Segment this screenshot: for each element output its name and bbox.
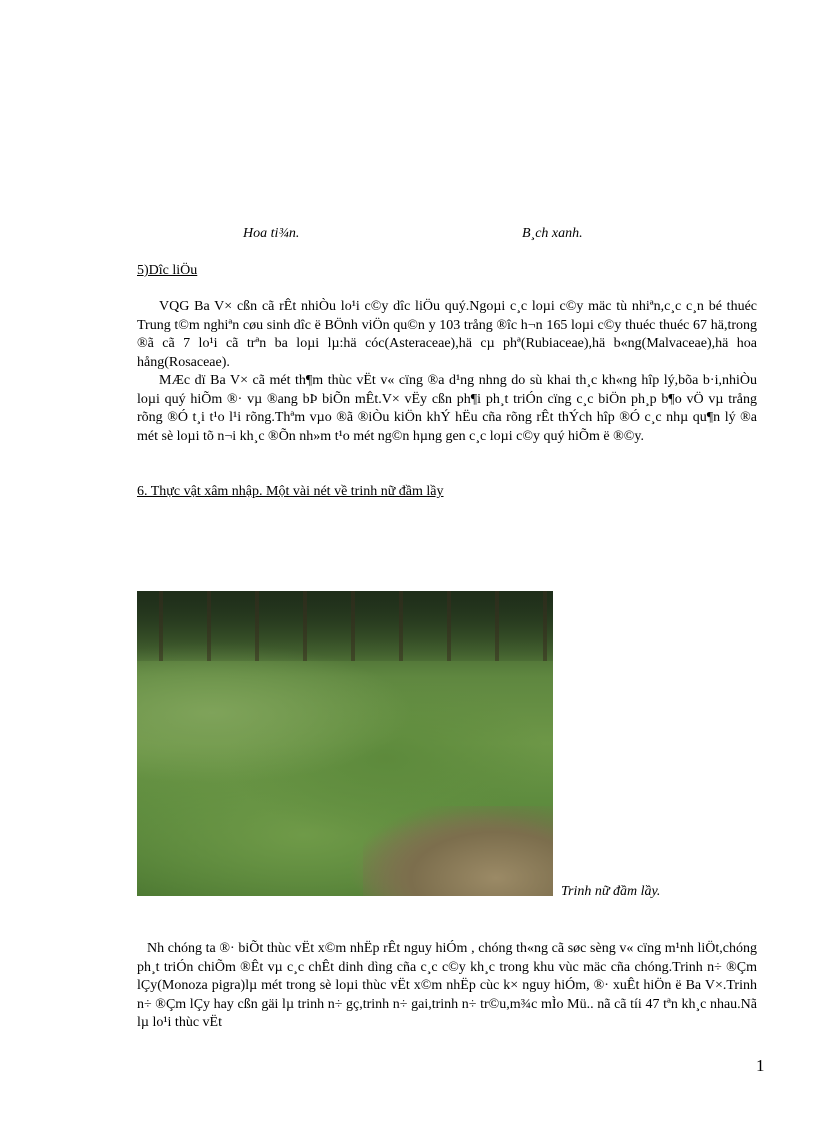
section-6-heading: 6. Thực vật xâm nhập. Một vài nét về trinh nữ đầm lầy [137, 484, 444, 499]
page-number: 1 [756, 1056, 765, 1075]
section-6-paragraph: Nh chóng ta ®· biÕt thùc vËt x©m nhËp rÊt nguy hiÓm , chóng th«ng cã søc sèng v« cïng m¹nh liÖt,chóng ph¸t triÓn chiÕm ®Êt vµ c¸c chÊt dinh dìng cña c¸c c©y kh¸c trong khu vùc mäc cña chóng.Trinh n÷ ®Çm lÇy(Monoza pigra)lµ mét trong sè loµi thùc vËt x©m nhËp cùc k× nguy hiÓm, ®· xuÊt hiÖn ë Ba V×.Trinh n÷ ®Çm lÇy hay cßn gäi lµ trinh n÷ gç,trinh n÷ gai,trinh n÷ tr©u,m¾c mÌo Mü.. nã cã tíi 47 tªn kh¸c nhau.Nã lµ lo¹i thùc vËt [137, 941, 757, 1030]
photo-tree-line [137, 591, 553, 661]
section-5-heading: 5)Dîc liÖu [137, 263, 198, 278]
mimosa-pigra-photo [137, 591, 553, 896]
caption-hoa-tien: Hoa ti¾n. [243, 226, 300, 241]
photo-caption: Trinh nữ đầm lầy. [561, 884, 661, 899]
caption-bach-xanh: B¸ch xanh. [522, 226, 583, 241]
section-5-body [137, 298, 757, 446]
section-5-paragraph-1: VQG Ba V× cßn cã rÊt nhiÒu lo¹i c©y dîc liÖu quý.Ngoµi c¸c loµi c©y mäc tù nhiªn,c¸c c¸n bé thuéc Trung t©m nghiªn cøu sinh dîc ë BÖnh viÖn qu©n y 103 trång ®îc h¬n 165 loµi c©y thuéc thuéc 67 hä,trong ®ã cã 7 lo¹i cã trªn ba loµi lµ:hä cóc(Asteraceae),hä cµ phª(Rubiaceae),hä b«ng(Malvaceae),hä hoa hång(Rosaceae). [137, 299, 757, 370]
photo-dirt-path [363, 806, 553, 896]
section-5-paragraph-2: MÆc dï Ba V× cã mét th¶m thùc vËt v« cïng ®a d¹ng nhng do sù khai th¸c kh«ng hîp lý,bõa b·i,nhiÒu loµi quý hiÕm ®· vµ ®ang bÞ biÕn mÊt.V× vËy cßn ph¶i ph¸t triÓn cïng c¸c biÖn ph¸p b¶o vÖ vµ trång rõng ®Ó t¸i t¹o l¹i rõng.Thªm vµo ®ã ®iÒu kiÖn khÝ hËu cña rõng rÊt thÝch hîp ®Ó c¸c nhµ qu¶n lý ®a mét sè loµi tõ n¬i kh¸c ®Õn nh»m t¹o mét ng©n hµng gen c¸c loµi c©y quý hiÕm ë ®©y. [137, 373, 757, 444]
section-6-body [137, 940, 757, 1033]
